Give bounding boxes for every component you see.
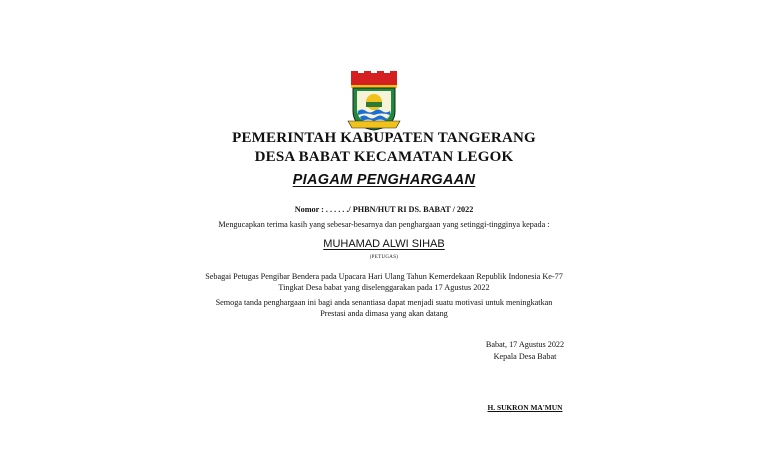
wish-line-2: Prestasi anda dimasa yang akan datang bbox=[320, 309, 448, 318]
reason-line-1: Sebagai Petugas Pengibar Bendera pada Upacara Hari Ulang Tahun Kemerdekaan Republik Indonesia Ke-77 bbox=[205, 272, 563, 281]
certificate-title: PIAGAM PENGHARGAAN bbox=[292, 172, 476, 188]
intro-text: Mengucapkan terima kasih yang sebesar-besarnya dan penghargaan yang setinggi-tingginya kepada : bbox=[218, 220, 550, 229]
signature-place-date: Babat, 17 Agustus 2022 bbox=[485, 340, 565, 349]
certificate-number: Nomor : . . . . . ./ PHBN/HUT RI DS. BABAT / 2022 bbox=[294, 205, 474, 214]
header-line-1: PEMERINTAH KABUPATEN TANGERANG bbox=[232, 130, 536, 146]
wish-line-1: Semoga tanda penghargaan ini bagi anda senantiasa dapat menjadi suatu motivasi untuk meningkatkan bbox=[215, 298, 553, 307]
signature-position: Kepala Desa Babat bbox=[493, 352, 557, 361]
recipient-name: MUHAMAD ALWI SIHAB bbox=[323, 238, 445, 250]
regency-emblem-icon bbox=[344, 71, 404, 131]
recipient-role: (PETUGAS) bbox=[369, 255, 399, 260]
header-line-2: DESA BABAT KECAMATAN LEGOK bbox=[254, 149, 514, 165]
reason-line-2: Tingkat Desa babat yang diselenggarakan pada 17 Agustus 2022 bbox=[278, 283, 490, 292]
signature-name: H. SUKRON MA'MUN bbox=[487, 403, 563, 412]
